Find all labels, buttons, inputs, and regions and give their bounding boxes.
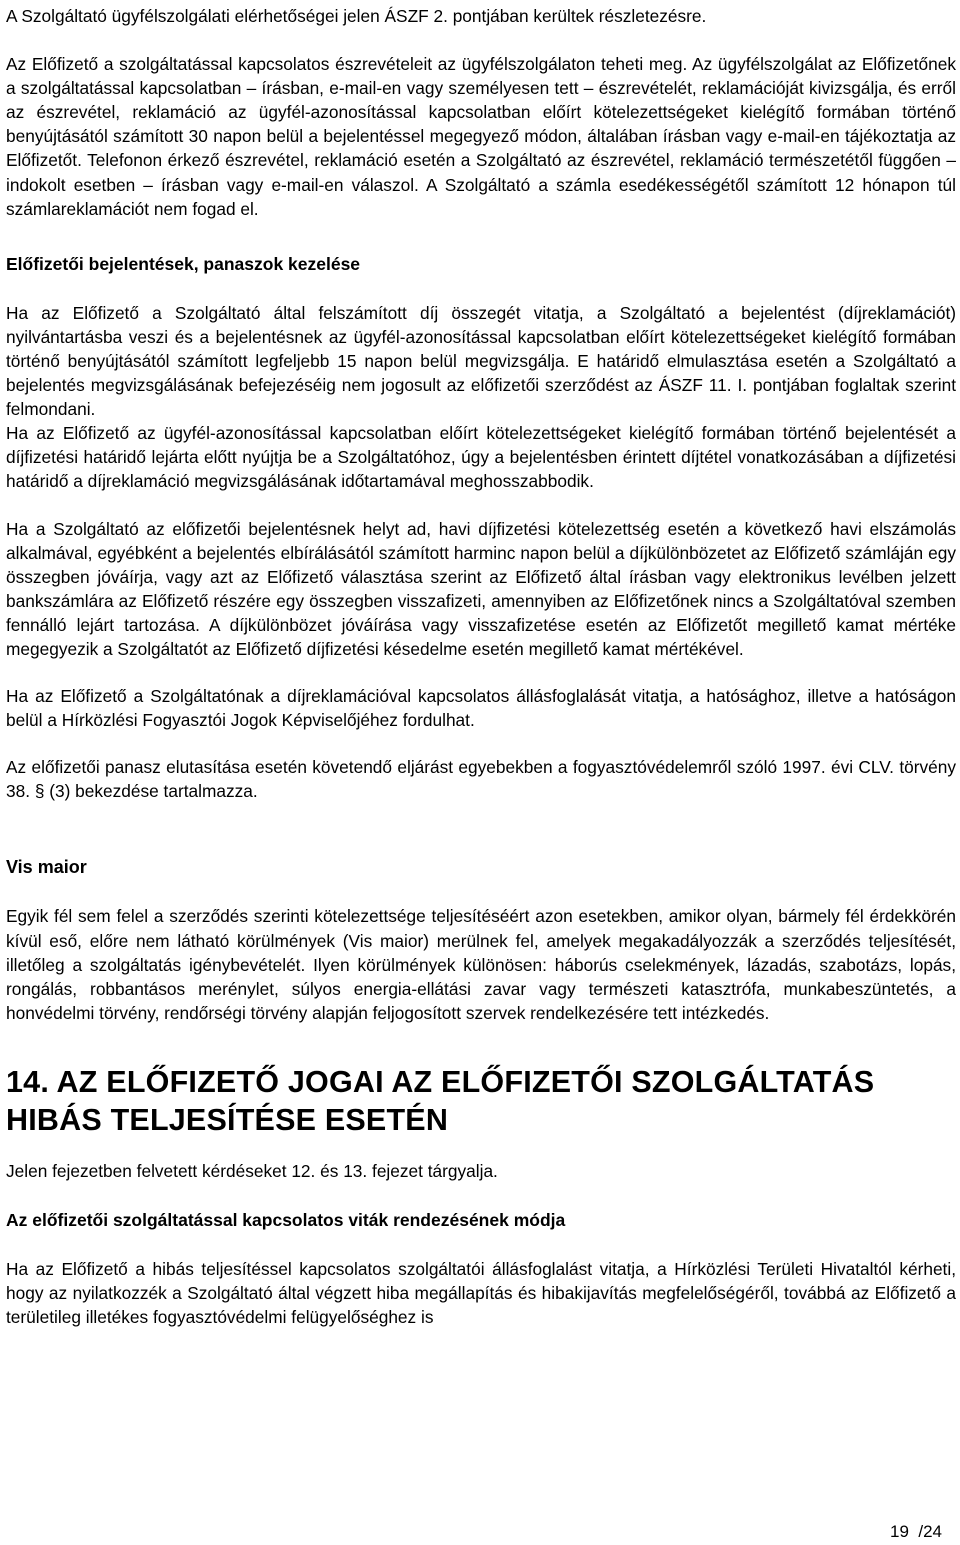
- paragraph-deadline-extension: Ha az Előfizető az ügyfél-azonosítással kapcsolatban előírt kötelezettségeket kielégítő formában történő bejelentését a díjfizetési határidő lejárta előtt nyújtja be a Szolgáltatóhoz, úgy a bejelentésben érintett díjtétel vonatkozásában a díjfizetési határidő a díjreklamáció megvizsgálásának időtartamával meghosszabbodik.: [6, 423, 956, 492]
- paragraph-vis-maior: Egyik fél sem felel a szerződés szerinti kötelezettsége teljesítéséért azon esetekben, amikor olyan, bármely fél érdekkörén kívül eső, előre nem látható körülmények (Vis maior) merülnek fel, amelyek megakadályozzák a szerződés teljesítését, illetőleg a szolgáltatás igénybevételét. Ilyen körülmények különösen: háborús cselekmények, lázadás, szabotázs, lopás, rongálás, robbantásos merénylet, súlyos energia-ellátási zavar vagy természeti katasztrófa, munkabeszüntetés, a honvédelmi törvény, rendőrségi törvény alapján feljogosított szervek rendelkezésére tett intézkedés.: [6, 906, 956, 1023]
- paragraph-fee-dispute: Ha az Előfizető a Szolgáltató által felszámított díj összegét vitatja, a Szolgáltató a bejelentést (díjreklamációt) nyilvántartásba veszi és a bejelentésnek az ügyfél-azonosítással kapcsolatban előírt kötelezettségeket kielégítő formában történő benyújtásától számított legfeljebb 15 napon belül megvizsgálja. E határidő elmulasztása esetén a Szolgáltató a bejelentés megvizsgálásának befejezéséig nem jogosult az előfizetői szerződést az ÁSZF 11. I. pontjában foglaltak szerint felmondani.: [6, 302, 956, 420]
- paragraph-customer-service: Az Előfizető a szolgáltatással kapcsolatos észrevételeit az ügyfélszolgálaton teheti meg. Az ügyfélszolgálat az Előfizetőnek a szolgáltatással kapcsolatban – írásban, e-mail-en vagy személyesen tett – észrevételét, reklamációját kivizsgálja, és erről az észrevétel, reklamáció az ügyfél-azonosítással kapcsolatban előírt kötelezettségeket kielégítő formában történő benyújtásától számított 30 napon belül a bejelentéssel megegyező módon, általában írásban vagy e-mail-en tájékoztatja az Előfizetőt. Telefonon érkező észrevétel, reklamáció esetén a Szolgáltató az észrevétel, reklamáció természetétől függően – indokolt esetben – írásban vagy e-mail-en válaszol. A Szolgáltató a számla esedékességétől számított 12 hónapon túl számlareklamációt nem fogad el.: [6, 54, 956, 219]
- heading-disputes: Az előfizetői szolgáltatással kapcsolatos viták rendezésének módja: [6, 1210, 566, 1230]
- paragraph-authority: Ha az Előfizető a Szolgáltatónak a díjreklamációval kapcsolatos állásfoglalását vitatja, a hatósághoz, illetve a hatóságon belül a Hírközlési Fogyasztói Jogok Képviselőjéhez fordulhat.: [6, 686, 956, 731]
- heading-vis-maior: Vis maior: [6, 857, 87, 878]
- page-number: 19 /24: [890, 1522, 942, 1541]
- heading-complaints: Előfizetői bejelentések, panaszok kezelése: [6, 253, 361, 274]
- paragraph-refund: Ha a Szolgáltató az előfizetői bejelentésnek helyt ad, havi díjfizetési kötelezettség esetén a következő havi elszámolás alkalmával, egyébként a bejelentés elbírálásától számított harminc napon belül a díjkülönbözetet az Előfizető számláján egy összegben jóváírja, vagy azt az Előfizető választása szerint az Előfizető által írásban vagy elektronikus levélben jelzett bankszámlára az Előfizető részére egy összegben visszafizeti, amennyiben az Előfizetőnek nincs a Szolgáltatóval szemben fennálló lejárt tartozása. A díjkülönbözet jóváírása vagy visszafizetése esetén az Előfizetőt megillető kamat mértéke megegyezik a Szolgáltatót az Előfizető díjfizetési késedelme esetén megillető kamat mértékével.: [6, 518, 956, 659]
- chapter-14-title-line-2: HIBÁS TELJESÍTÉSE ESETÉN: [6, 1102, 449, 1137]
- document-page: [6, 0, 956, 1329]
- paragraph-consumer-protection: Az előfizetői panasz elutasítása esetén követendő eljárást egyebekben a fogyasztóvédelemről szóló 1997. évi CLV. törvény 38. § (3) bekezdése tartalmazza.: [6, 757, 956, 802]
- chapter-14-title-line-1: 14. AZ ELŐFIZETŐ JOGAI AZ ELŐFIZETŐI SZOLGÁLTATÁS: [6, 1064, 875, 1099]
- paragraph-contact-reference: A Szolgáltató ügyfélszolgálati elérhetőségei jelen ÁSZF 2. pontjában kerültek részletezésre.: [6, 6, 707, 26]
- paragraph-dispute-resolution: Ha az Előfizető a hibás teljesítéssel kapcsolatos szolgáltatói állásfoglalást vitatja, a Hírközlési Területi Hivataltól kérheti, hogy az nyilatkozzék a Szolgáltató által végzett hiba megállapítás és hibakijavítás megfelelőségéről, továbbá az Előfizető a területileg illetékes fogyasztóvédelmi felügyelőséghez is: [6, 1259, 956, 1328]
- chapter-14-title: [6, 1063, 956, 1139]
- paragraph-chapter-reference: Jelen fejezetben felvetett kérdéseket 12. és 13. fejezet tárgyalja.: [6, 1160, 498, 1181]
